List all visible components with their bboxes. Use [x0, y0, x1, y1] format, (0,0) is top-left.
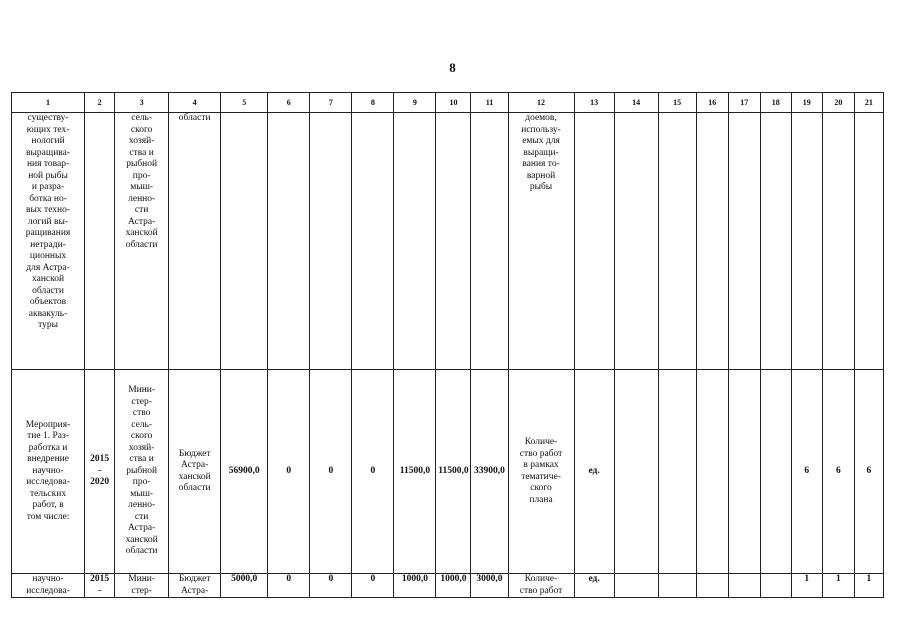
- column-numbers-row: [12, 93, 884, 113]
- table-cell: 1: [822, 574, 854, 598]
- table-cell: [760, 113, 791, 370]
- table-cell: 1000,0: [394, 574, 436, 598]
- table-cell: 2015 - 2020: [85, 370, 115, 574]
- column-number: 15: [658, 93, 696, 113]
- table-cell: Количе- ство работ: [508, 574, 574, 598]
- table-cell: 0: [268, 370, 310, 574]
- table-cell: 0: [310, 370, 352, 574]
- document-table: [11, 92, 884, 598]
- column-number: 10: [436, 93, 471, 113]
- table-cell: Бюджет Астра-: [169, 574, 221, 598]
- column-number: 19: [791, 93, 822, 113]
- table-cell: [791, 113, 822, 370]
- table-cell: [760, 574, 791, 598]
- table-cell: [760, 370, 791, 574]
- column-number: 16: [696, 93, 728, 113]
- column-number: 20: [822, 93, 854, 113]
- column-number: 5: [221, 93, 268, 113]
- table-cell: [221, 113, 268, 370]
- table-cell: [436, 113, 471, 370]
- table-cell: Количе- ство работ в рамках тематиче- ского плана: [508, 370, 574, 574]
- table-cell: [614, 370, 658, 574]
- table-row: [12, 574, 884, 598]
- table-cell: 1: [791, 574, 822, 598]
- table-cell: 6: [791, 370, 822, 574]
- table-cell: ед.: [574, 370, 614, 574]
- table-cell: [696, 574, 728, 598]
- table-cell: [310, 113, 352, 370]
- column-number: 8: [352, 93, 394, 113]
- table-cell: 11500,0: [394, 370, 436, 574]
- table-cell: [728, 370, 760, 574]
- table-cell: [394, 113, 436, 370]
- column-number: 14: [614, 93, 658, 113]
- table-cell: [614, 113, 658, 370]
- table-cell: 6: [854, 370, 883, 574]
- table-cell: [728, 113, 760, 370]
- table-cell: 3000,0: [471, 574, 508, 598]
- table-row: [12, 113, 884, 370]
- table-cell: [614, 574, 658, 598]
- table-cell: 6: [822, 370, 854, 574]
- table-cell: 11500,0: [436, 370, 471, 574]
- table-cell: 5000,0: [221, 574, 268, 598]
- table-row: [12, 370, 884, 574]
- table-cell: [728, 574, 760, 598]
- table-cell: Мини- стер-: [115, 574, 169, 598]
- table-cell: [268, 113, 310, 370]
- table-cell: 1000,0: [436, 574, 471, 598]
- table-cell: [696, 113, 728, 370]
- table-cell: [696, 370, 728, 574]
- table-cell: [658, 113, 696, 370]
- table-cell: 33900,0: [471, 370, 508, 574]
- table-cell: Мероприя- тие 1. Раз- работка и внедрение научно- исследова- тельских работ, в том числе:: [12, 370, 85, 574]
- column-number: 12: [508, 93, 574, 113]
- column-number: 11: [471, 93, 508, 113]
- table-body: [12, 93, 884, 598]
- column-number: 18: [760, 93, 791, 113]
- table-cell: [822, 113, 854, 370]
- table-cell: доемов, использу- емых для выращи- вания то- варной рыбы: [508, 113, 574, 370]
- table-cell: [658, 370, 696, 574]
- column-number: 6: [268, 93, 310, 113]
- table-cell: научно- исследова-: [12, 574, 85, 598]
- column-number: 3: [115, 93, 169, 113]
- table-cell: [352, 113, 394, 370]
- table-cell: [471, 113, 508, 370]
- table-cell: [658, 574, 696, 598]
- column-number: 7: [310, 93, 352, 113]
- table-cell: 56900,0: [221, 370, 268, 574]
- table-cell: ед.: [574, 574, 614, 598]
- table-cell: Мини- стер- ство сель- ского хозяй- ства и рыбной про- мыш- ленно- сти Астра- ханской области: [115, 370, 169, 574]
- table-cell: 0: [268, 574, 310, 598]
- column-number: 17: [728, 93, 760, 113]
- table-cell: области: [169, 113, 221, 370]
- column-number: 9: [394, 93, 436, 113]
- table-cell: [574, 113, 614, 370]
- table-cell: 2015 -: [85, 574, 115, 598]
- column-number: 1: [12, 93, 85, 113]
- column-number: 13: [574, 93, 614, 113]
- table-cell: 1: [854, 574, 883, 598]
- table-cell: [854, 113, 883, 370]
- column-number: 21: [854, 93, 883, 113]
- column-number: 2: [85, 93, 115, 113]
- table-cell: 0: [352, 370, 394, 574]
- table-cell: Бюджет Астра- ханской области: [169, 370, 221, 574]
- table-cell: 0: [310, 574, 352, 598]
- table-cell: 0: [352, 574, 394, 598]
- page-number: 8: [449, 60, 456, 75]
- table-cell: [85, 113, 115, 370]
- table-cell: существу- ющих тех- нологий выращива- ния товар- ной рыбы и разра- ботка но- вых техно- логий вы- ращивания нетради- ционных для Астра- ханской области объектов аквакуль- туры: [12, 113, 85, 370]
- table-cell: сель- ского хозяй- ства и рыбной про- мыш- ленно- сти Астра- ханской области: [115, 113, 169, 370]
- column-number: 4: [169, 93, 221, 113]
